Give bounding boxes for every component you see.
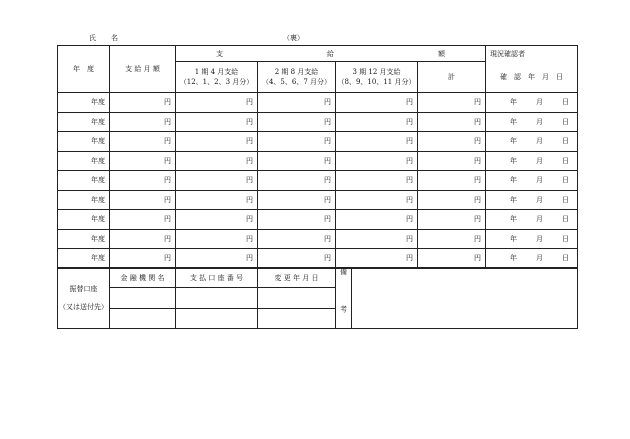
change-date-field-2[interactable] [258, 308, 336, 328]
period1-cell[interactable]: 円 [176, 132, 258, 152]
year-cell[interactable]: 年度 [58, 93, 110, 113]
period1-cell[interactable]: 円 [176, 93, 258, 113]
confirm-date-cell[interactable] [486, 93, 578, 113]
period2-cell[interactable]: 円 [258, 151, 336, 171]
period1-cell[interactable]: 円 [176, 171, 258, 191]
transfer-table [57, 267, 578, 329]
confirm-date-cell[interactable] [486, 132, 578, 152]
remarks-header [336, 268, 352, 329]
period1-line1: 1 期 4 月支給 [194, 68, 239, 76]
year-unit: 年 [510, 195, 517, 204]
period3-cell[interactable]: 円 [336, 93, 418, 113]
bank-name-field-1[interactable] [110, 288, 176, 308]
name-label-2: 名 [111, 34, 118, 42]
day-unit: 日 [562, 156, 569, 165]
account-number-field-2[interactable] [176, 308, 258, 328]
period2-cell[interactable]: 円 [258, 112, 336, 132]
year-cell[interactable]: 年度 [58, 190, 110, 210]
status-checker-header: 現況確認者 [486, 46, 578, 62]
period3-line1: 3 期 12 月支給 [352, 68, 401, 76]
total-cell[interactable]: 円 [418, 190, 486, 210]
month-unit: 月 [536, 215, 543, 224]
period2-cell[interactable]: 円 [258, 210, 336, 230]
confirm-date-cell[interactable] [486, 112, 578, 132]
month-unit: 月 [536, 254, 543, 263]
period1-cell[interactable]: 円 [176, 210, 258, 230]
remarks-field[interactable] [352, 268, 578, 329]
day-unit: 日 [562, 137, 569, 146]
total-cell[interactable]: 円 [418, 249, 486, 269]
period1-header [176, 62, 258, 93]
table-row [58, 171, 578, 191]
name-label-1: 氏 [89, 34, 96, 42]
year-unit: 年 [510, 117, 517, 126]
transfer-account-cell [58, 268, 110, 329]
total-cell[interactable]: 円 [418, 112, 486, 132]
period2-cell[interactable]: 円 [258, 132, 336, 152]
or-destination-label: （又は送付先） [59, 303, 108, 312]
table-row [58, 229, 578, 249]
year-cell[interactable]: 年度 [58, 112, 110, 132]
period2-cell[interactable]: 円 [258, 229, 336, 249]
day-unit: 日 [562, 234, 569, 243]
confirm-date-cell[interactable] [486, 171, 578, 191]
total-header: 計 [418, 62, 486, 93]
period1-line2: （12、1、2、3 月分） [179, 78, 254, 86]
confirm-date-cell[interactable] [486, 151, 578, 171]
confirm-date-cell[interactable] [486, 210, 578, 230]
year-cell[interactable]: 年度 [58, 210, 110, 230]
confirm-date-header: 確 認 年 月 日 [486, 62, 578, 93]
period2-cell[interactable]: 円 [258, 190, 336, 210]
month-unit: 月 [536, 234, 543, 243]
table-row [58, 210, 578, 230]
payment-char-3: 額 [438, 49, 445, 58]
day-unit: 日 [562, 254, 569, 263]
period3-cell[interactable]: 円 [336, 249, 418, 269]
period3-header [336, 62, 418, 93]
monthly-cell[interactable]: 円 [110, 151, 176, 171]
period3-cell[interactable]: 円 [336, 190, 418, 210]
account-number-field-1[interactable] [176, 288, 258, 308]
payment-table [57, 45, 578, 269]
monthly-cell[interactable]: 円 [110, 229, 176, 249]
year-unit: 年 [510, 234, 517, 243]
table-row [58, 249, 578, 269]
monthly-cell[interactable]: 円 [110, 171, 176, 191]
period1-cell[interactable]: 円 [176, 112, 258, 132]
monthly-header: 支 給 月 額 [110, 46, 176, 93]
period3-cell[interactable]: 円 [336, 210, 418, 230]
period3-cell[interactable]: 円 [336, 229, 418, 249]
period2-line2: （4、5、6、7 月分） [261, 78, 332, 86]
month-unit: 月 [536, 137, 543, 146]
monthly-cell[interactable]: 円 [110, 112, 176, 132]
day-unit: 日 [562, 215, 569, 224]
period3-cell[interactable]: 円 [336, 171, 418, 191]
period3-cell[interactable]: 円 [336, 132, 418, 152]
payment-char-1: 支 [216, 49, 223, 58]
monthly-cell[interactable]: 円 [110, 190, 176, 210]
transfer-account-label: 振替口座 [69, 285, 98, 294]
period2-cell[interactable]: 円 [258, 249, 336, 269]
payment-header [176, 46, 486, 62]
remarks-label: 備 考 [339, 268, 348, 327]
payment-char-2: 給 [327, 49, 334, 58]
year-unit: 年 [510, 254, 517, 263]
year-unit: 年 [510, 176, 517, 185]
period1-cell[interactable]: 円 [176, 229, 258, 249]
year-unit: 年 [510, 137, 517, 146]
monthly-cell[interactable]: 円 [110, 210, 176, 230]
total-cell[interactable]: 円 [418, 210, 486, 230]
table-row [58, 132, 578, 152]
bank-name-header: 金 融 機 関 名 [110, 268, 176, 288]
year-header: 年 度 [58, 46, 110, 93]
confirm-date-cell[interactable] [486, 249, 578, 269]
bank-name-field-2[interactable] [110, 308, 176, 328]
period1-cell[interactable]: 円 [176, 190, 258, 210]
year-cell[interactable]: 年度 [58, 132, 110, 152]
year-unit: 年 [510, 98, 517, 107]
period2-cell[interactable]: 円 [258, 93, 336, 113]
month-unit: 月 [536, 176, 543, 185]
table-row [58, 190, 578, 210]
day-unit: 日 [562, 176, 569, 185]
monthly-cell[interactable]: 円 [110, 132, 176, 152]
total-cell[interactable]: 円 [418, 93, 486, 113]
account-number-header: 支 払 口 座 番 号 [176, 268, 258, 288]
total-cell[interactable]: 円 [418, 171, 486, 191]
total-cell[interactable]: 円 [418, 132, 486, 152]
period3-line2: （8、9、10、11 月分） [337, 78, 416, 86]
day-unit: 日 [562, 98, 569, 107]
monthly-cell[interactable]: 円 [110, 249, 176, 269]
year-cell[interactable]: 年度 [58, 171, 110, 191]
period2-header [258, 62, 336, 93]
period3-cell[interactable]: 円 [336, 151, 418, 171]
table-row [58, 112, 578, 132]
table-row [58, 93, 578, 113]
change-date-header: 変 更 年 月 日 [258, 268, 336, 288]
total-cell[interactable]: 円 [418, 229, 486, 249]
period1-cell[interactable]: 円 [176, 151, 258, 171]
month-unit: 月 [536, 195, 543, 204]
month-unit: 月 [536, 98, 543, 107]
year-cell[interactable]: 年度 [58, 229, 110, 249]
year-cell[interactable]: 年度 [58, 249, 110, 269]
period2-cell[interactable]: 円 [258, 171, 336, 191]
change-date-field-1[interactable] [258, 288, 336, 308]
month-unit: 月 [536, 156, 543, 165]
period1-cell[interactable]: 円 [176, 249, 258, 269]
day-unit: 日 [562, 195, 569, 204]
confirm-date-cell[interactable] [486, 190, 578, 210]
year-cell[interactable]: 年度 [58, 151, 110, 171]
monthly-cell[interactable]: 円 [110, 93, 176, 113]
period3-cell[interactable]: 円 [336, 112, 418, 132]
confirm-date-cell[interactable] [486, 229, 578, 249]
table-row [58, 151, 578, 171]
year-unit: 年 [510, 156, 517, 165]
month-unit: 月 [536, 117, 543, 126]
period2-line1: 2 期 8 月支給 [274, 68, 319, 76]
year-unit: 年 [510, 215, 517, 224]
back-label: （裏） [283, 34, 304, 42]
total-cell[interactable]: 円 [418, 151, 486, 171]
day-unit: 日 [562, 117, 569, 126]
